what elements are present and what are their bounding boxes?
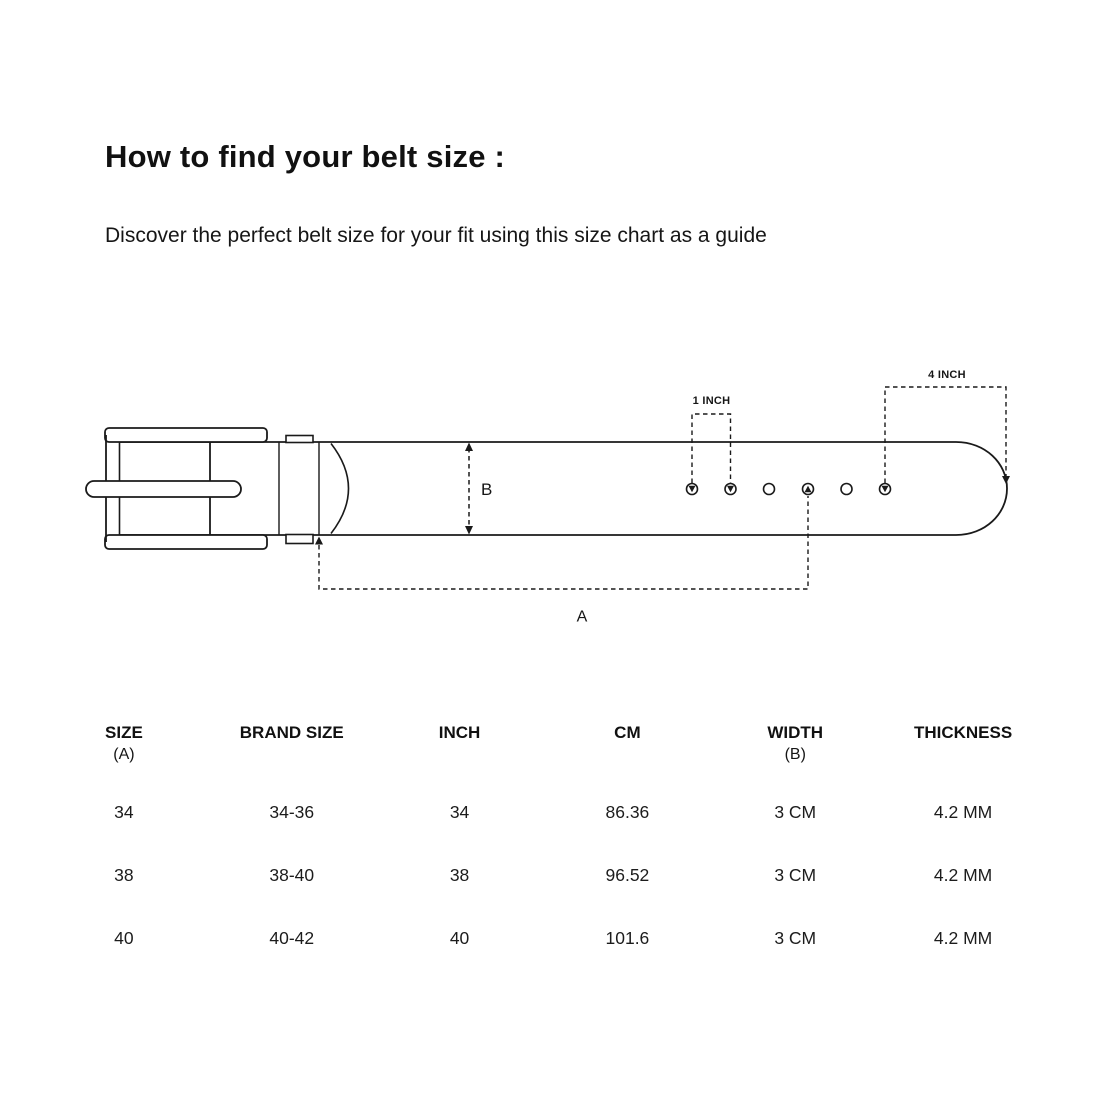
cell-inch: 34 bbox=[449, 802, 470, 822]
cell-cm: 96.52 bbox=[605, 865, 650, 885]
cell-width: 3 CM bbox=[774, 802, 817, 822]
column-header-thickness: THICKNESS bbox=[913, 723, 1013, 742]
four-inch-arrowhead bbox=[1002, 476, 1010, 484]
belt-strap-outline bbox=[119, 442, 1007, 535]
belt-diagram bbox=[0, 340, 1100, 640]
belt-fold-arc bbox=[331, 444, 349, 534]
column-header-size: SIZE (A) bbox=[105, 723, 143, 763]
buckle-prong bbox=[86, 481, 241, 497]
cell-size: 40 bbox=[114, 928, 134, 948]
length-a-arrowhead bbox=[315, 537, 323, 545]
cell-thickness: 4.2 MM bbox=[933, 928, 993, 948]
buckle-bottom-bar bbox=[105, 535, 267, 549]
keeper-top-tab bbox=[286, 436, 313, 443]
width-b-bottom-arrowhead bbox=[465, 526, 473, 535]
cell-size: 34 bbox=[114, 802, 134, 822]
cell-width: 3 CM bbox=[774, 928, 817, 948]
cell-brand-size: 38-40 bbox=[269, 865, 315, 885]
cell-brand-size: 34-36 bbox=[269, 802, 315, 822]
column-header-width: WIDTH (B) bbox=[767, 723, 824, 763]
cell-brand-size: 40-42 bbox=[269, 928, 315, 948]
cell-cm: 101.6 bbox=[605, 928, 650, 948]
column-header-cm: CM bbox=[614, 723, 641, 742]
belt-diagram-svg bbox=[0, 340, 1100, 640]
cell-width: 3 CM bbox=[774, 865, 817, 885]
cell-thickness: 4.2 MM bbox=[933, 865, 993, 885]
cell-thickness: 4.2 MM bbox=[933, 802, 993, 822]
page-title: How to find your belt size : bbox=[105, 139, 505, 174]
table-row bbox=[40, 864, 1047, 886]
keeper-bottom-tab bbox=[286, 535, 313, 544]
length-a-label: A bbox=[576, 608, 588, 626]
four-inch-bracket bbox=[885, 387, 1006, 483]
four-inch-label: 4 INCH bbox=[928, 369, 966, 381]
buckle-top-bar bbox=[105, 428, 267, 442]
page-subtitle: Discover the perfect belt size for your fit using this size chart as a guide bbox=[105, 224, 767, 247]
cell-inch: 38 bbox=[449, 865, 470, 885]
width-b-label: B bbox=[481, 480, 493, 499]
belt-hole-5 bbox=[841, 484, 852, 495]
one-inch-label: 1 INCH bbox=[692, 395, 731, 407]
cell-cm: 86.36 bbox=[605, 802, 650, 822]
column-header-brand-size: BRAND SIZE bbox=[239, 723, 344, 742]
belt-holes bbox=[687, 484, 891, 495]
table-row bbox=[40, 927, 1047, 949]
size-table-header bbox=[40, 722, 1047, 766]
width-b-top-arrowhead bbox=[465, 443, 473, 452]
size-table bbox=[40, 718, 1047, 968]
length-a-dimension-line bbox=[319, 496, 808, 589]
belt-hole-3 bbox=[764, 484, 775, 495]
column-header-inch: INCH bbox=[438, 723, 481, 742]
one-inch-bracket bbox=[692, 414, 731, 483]
table-row bbox=[40, 801, 1047, 823]
cell-inch: 40 bbox=[449, 928, 470, 948]
cell-size: 38 bbox=[114, 865, 134, 885]
